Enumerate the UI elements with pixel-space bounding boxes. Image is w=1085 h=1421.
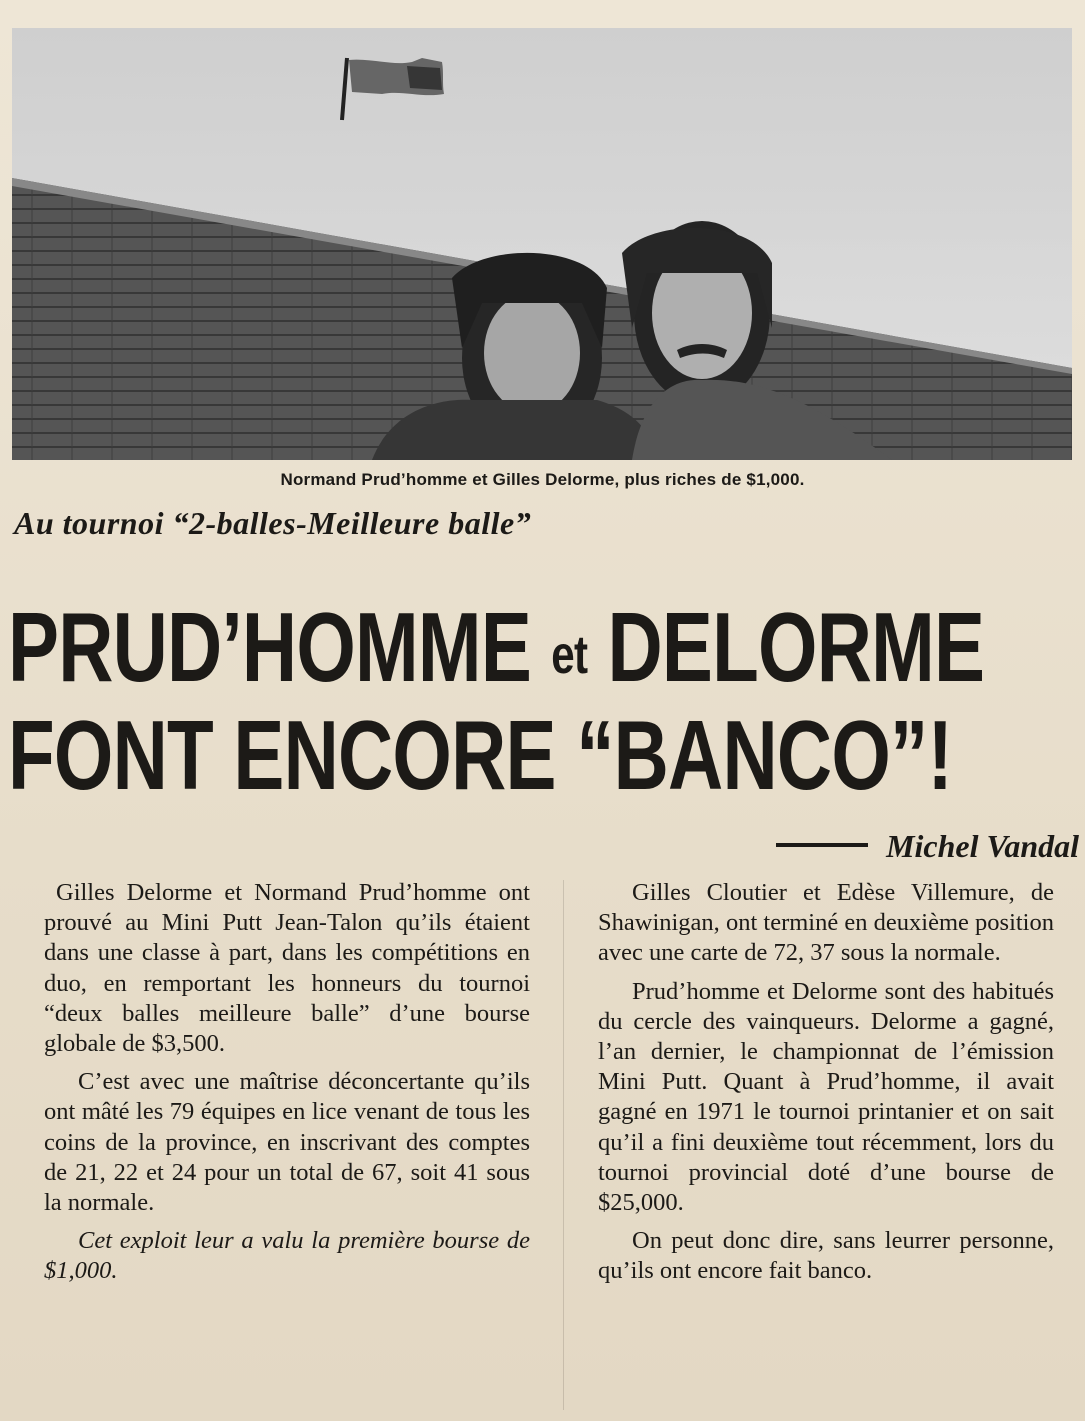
byline-author: Michel Vandal (886, 828, 1079, 864)
paragraph: Gilles Delorme et Normand Prud’homme ont prouvé au Mini Putt Jean-Talon qu’ils étaient dans une classe à part, dans les compétitions en duo, en remportant les honneurs du tournoi “deux balles meilleure balle” d’une bourse globale de $3,500. (44, 879, 530, 1058)
paragraph: Gilles Cloutier et Edèse Villemure, de Shawinigan, ont terminé en deuxième position avec une carte de 72, 37 sous la normale. (598, 879, 1054, 967)
headline-conjunction: et (551, 625, 588, 685)
headline-word: DELORME (607, 592, 985, 702)
byline-dash (776, 843, 868, 847)
photo-caption: Normand Prud’homme et Gilles Delorme, plus riches de $1,000. (280, 470, 805, 489)
article-column-left (44, 878, 530, 1295)
column-divider (563, 880, 564, 1410)
article-column-right (598, 878, 1054, 1295)
article-photo (12, 28, 1072, 460)
paragraph: Prud’homme et Delorme sont des habitués du cercle des vainqueurs. Delorme a gagné, l’an dernier, le championnat de l’émission Mini Putt. Quant à Prud’homme, il avait gagné en 1971 le tournoi printanier et on sait qu’il a fini deuxième tout récemment, lors du tournoi provincial doté d’une bourse de $25,000. (598, 977, 1054, 1217)
paragraph: Cet exploit leur a valu la première bourse de $1,000. (44, 1227, 530, 1285)
article-kicker: Au tournoi “2-balles-Meilleure balle” (14, 505, 532, 541)
headline-line-1 (8, 592, 985, 702)
paragraph: On peut donc dire, sans leurrer personne, qu’ils ont encore fait banco. (598, 1227, 1054, 1285)
byline (776, 828, 1079, 865)
headline-word: PRUD’HOMME (8, 592, 532, 702)
paragraph: C’est avec une maîtrise déconcertante qu’ils ont mâté les 79 équipes en lice venant de tous les coins de la province, en inscrivant des comptes de 21, 22 et 24 pour un total de 67, soit 41 sous la normale. (44, 1068, 530, 1217)
headline-line-2: FONT ENCORE “BANCO”! (8, 700, 953, 810)
